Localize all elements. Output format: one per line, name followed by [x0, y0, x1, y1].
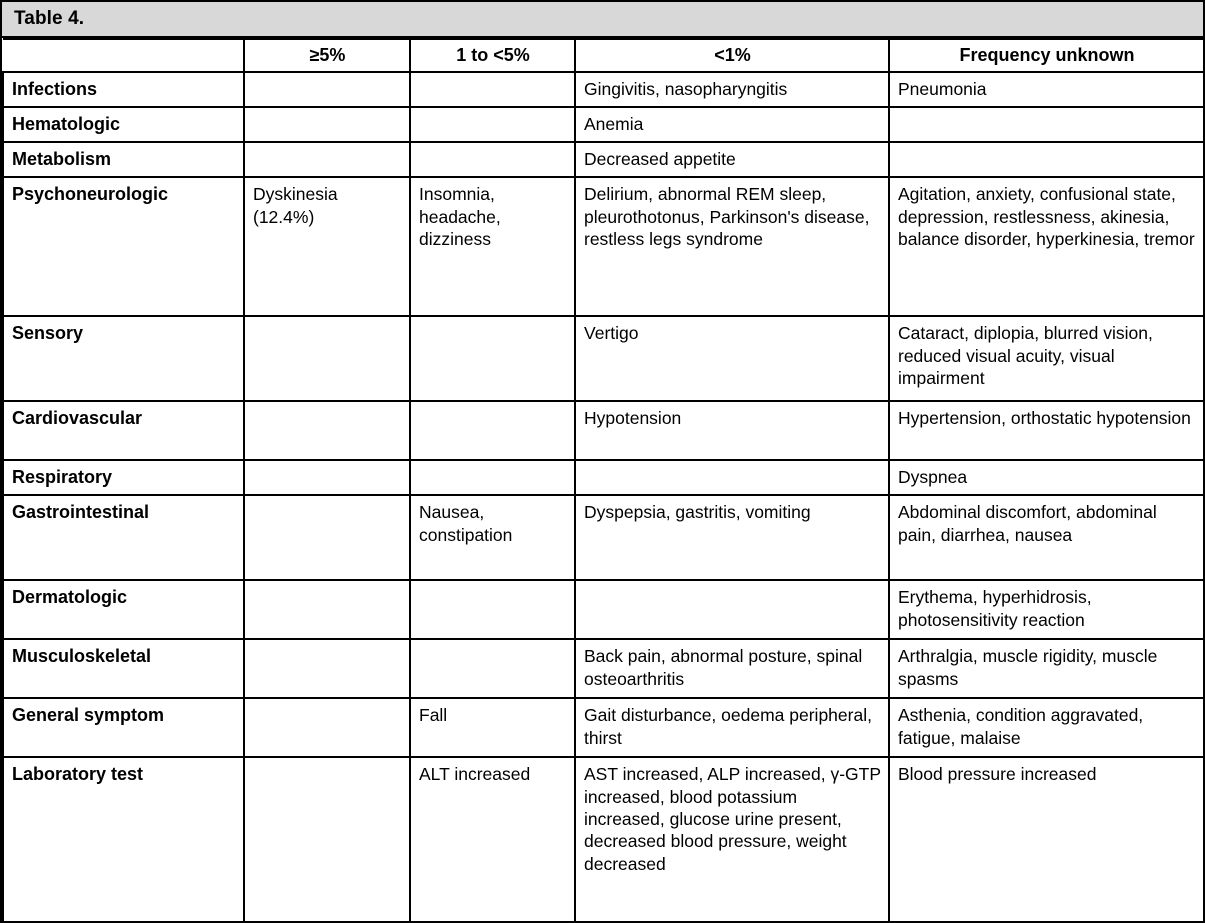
- column-header-1to5: 1 to <5%: [410, 39, 575, 72]
- cell-frequency-unknown: Asthenia, condition aggravated, fatigue, malaise: [889, 698, 1204, 757]
- table-row: [3, 495, 1204, 580]
- row-category: General symptom: [3, 698, 244, 757]
- table-row: [3, 580, 1204, 639]
- cell-frequency-unknown: Arthralgia, muscle rigidity, muscle spasms: [889, 639, 1204, 698]
- table-row: [3, 316, 1204, 401]
- cell-frequency-unknown: Agitation, anxiety, confusional state, depression, restlessness, akinesia, balance disorder, hyperkinesia, tremor: [889, 177, 1204, 316]
- row-category: Musculoskeletal: [3, 639, 244, 698]
- cell-1to5: Insomnia, headache, dizziness: [410, 177, 575, 316]
- cell-1to5: [410, 142, 575, 177]
- cell-lt1: Delirium, abnormal REM sleep, pleurothotonus, Parkinson's disease, restless legs syndrome: [575, 177, 889, 316]
- cell-frequency-unknown: Hypertension, orthostatic hypotension: [889, 401, 1204, 460]
- cell-frequency-unknown: Blood pressure increased: [889, 757, 1204, 922]
- cell-lt1: Anemia: [575, 107, 889, 142]
- row-category: Laboratory test: [3, 757, 244, 922]
- cell-ge5: [244, 495, 410, 580]
- column-header-lt1: <1%: [575, 39, 889, 72]
- cell-lt1: Decreased appetite: [575, 142, 889, 177]
- cell-frequency-unknown: Erythema, hyperhidrosis, photosensitivity reaction: [889, 580, 1204, 639]
- row-category: Dermatologic: [3, 580, 244, 639]
- cell-frequency-unknown: Pneumonia: [889, 72, 1204, 107]
- cell-1to5: ALT increased: [410, 757, 575, 922]
- table-body: [3, 72, 1204, 922]
- row-category: Sensory: [3, 316, 244, 401]
- cell-lt1: [575, 460, 889, 495]
- cell-ge5: [244, 460, 410, 495]
- cell-lt1: [575, 580, 889, 639]
- cell-ge5: [244, 757, 410, 922]
- row-category: Respiratory: [3, 460, 244, 495]
- cell-frequency-unknown: [889, 142, 1204, 177]
- cell-ge5: [244, 639, 410, 698]
- row-category: Cardiovascular: [3, 401, 244, 460]
- cell-lt1: Dyspepsia, gastritis, vomiting: [575, 495, 889, 580]
- cell-1to5: [410, 460, 575, 495]
- cell-lt1: Gingivitis, nasopharyngitis: [575, 72, 889, 107]
- cell-1to5: Fall: [410, 698, 575, 757]
- cell-lt1: Vertigo: [575, 316, 889, 401]
- cell-1to5: [410, 401, 575, 460]
- cell-ge5: Dyskinesia (12.4%): [244, 177, 410, 316]
- table-row: [3, 72, 1204, 107]
- cell-1to5: [410, 580, 575, 639]
- cell-lt1: Hypotension: [575, 401, 889, 460]
- table-row: [3, 460, 1204, 495]
- cell-1to5: Nausea, constipation: [410, 495, 575, 580]
- cell-1to5: [410, 107, 575, 142]
- cell-ge5: [244, 401, 410, 460]
- row-category: Hematologic: [3, 107, 244, 142]
- cell-ge5: [244, 580, 410, 639]
- table-row: [3, 177, 1204, 316]
- cell-1to5: [410, 72, 575, 107]
- table-row: [3, 107, 1204, 142]
- cell-frequency-unknown: Cataract, diplopia, blurred vision, reduced visual acuity, visual impairment: [889, 316, 1204, 401]
- cell-frequency-unknown: Dyspnea: [889, 460, 1204, 495]
- table-row: [3, 639, 1204, 698]
- cell-lt1: Back pain, abnormal posture, spinal osteoarthritis: [575, 639, 889, 698]
- column-header-frequency-unknown: Frequency unknown: [889, 39, 1204, 72]
- cell-ge5: [244, 142, 410, 177]
- column-header-ge5: ≥5%: [244, 39, 410, 72]
- cell-ge5: [244, 316, 410, 401]
- cell-1to5: [410, 639, 575, 698]
- table-row: [3, 142, 1204, 177]
- table-row: [3, 757, 1204, 922]
- cell-frequency-unknown: Abdominal discomfort, abdominal pain, diarrhea, nausea: [889, 495, 1204, 580]
- row-category: Metabolism: [3, 142, 244, 177]
- cell-frequency-unknown: [889, 107, 1204, 142]
- table-caption: Table 4.: [2, 2, 1203, 38]
- cell-ge5: [244, 107, 410, 142]
- cell-ge5: [244, 698, 410, 757]
- header-row: [3, 39, 1204, 72]
- adverse-events-table: [2, 38, 1205, 923]
- row-category: Gastrointestinal: [3, 495, 244, 580]
- row-category: Infections: [3, 72, 244, 107]
- cell-lt1: AST increased, ALP increased, γ-GTP increased, blood potassium increased, glucose urine present, decreased blood pressure, weight decreased: [575, 757, 889, 922]
- table-row: [3, 401, 1204, 460]
- row-category: Psychoneurologic: [3, 177, 244, 316]
- cell-1to5: [410, 316, 575, 401]
- cell-lt1: Gait disturbance, oedema peripheral, thirst: [575, 698, 889, 757]
- table-header: [3, 39, 1204, 72]
- column-header-category: [3, 39, 244, 72]
- cell-ge5: [244, 72, 410, 107]
- table-row: [3, 698, 1204, 757]
